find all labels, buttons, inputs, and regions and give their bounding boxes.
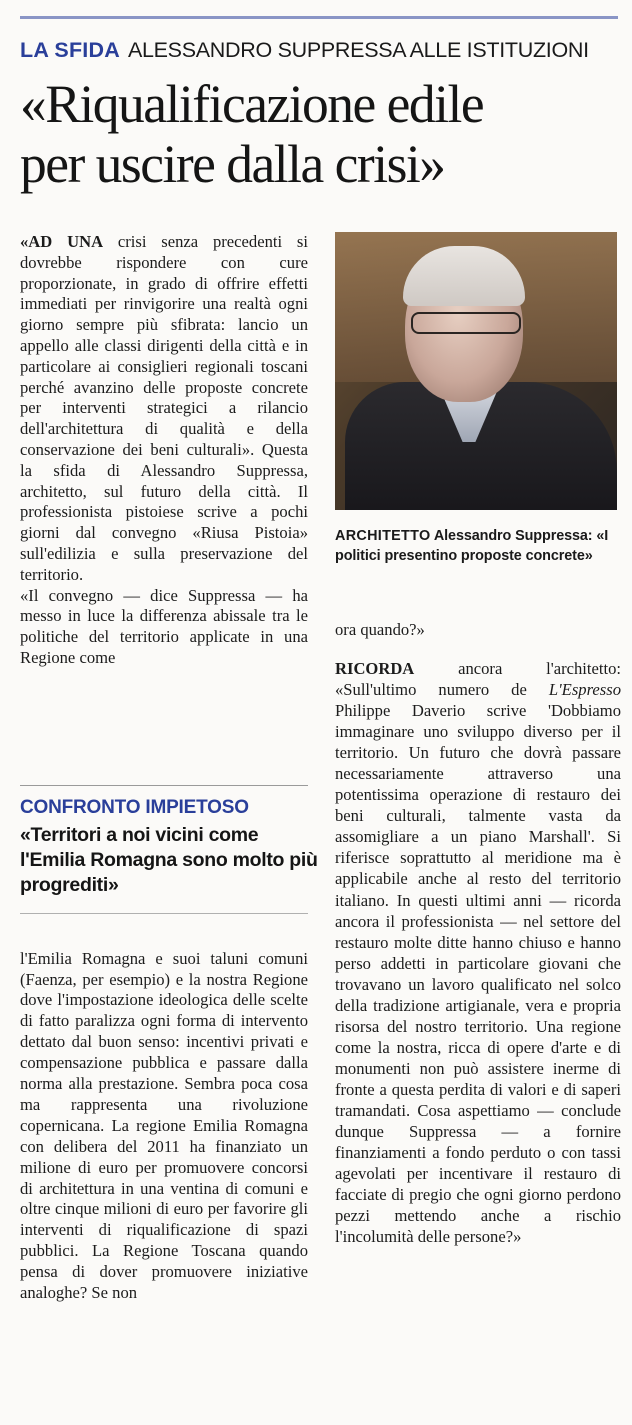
lead-word-2: RICORDA	[335, 659, 415, 678]
paragraph-4: ora quando?»	[335, 620, 425, 639]
kicker	[20, 38, 620, 63]
portrait-photo	[335, 232, 617, 510]
caption-text: Alessandro Suppressa: «I politici presentino proposte concrete»	[335, 528, 609, 564]
top-rule	[20, 16, 618, 19]
paragraph-3: l'Emilia Romagna e suoi taluni comuni (Faenza, per esempio) e la nostra Regione dove l'impostazione ideologica delle scelte di fatto paralizza ogni forma di intervento dettato dal buon senso: incentivi privati e compensazione pubblica e passare dalla norma alla prestazione. Sembra poca cosa ma rappresenta una rivoluzione copernicana. La regione Emilia Romagna con delibera del 2011 ha finanziato un milione di euro per promuovere concorsi di architettura in una ventina di comuni e oltre cinque milioni di euro per favorire gli interventi di riqualificazione di spazi pubblici. La Regione Toscana quando pensa di dover promuovere iniziative analoghe? Se non	[20, 948, 308, 1303]
paragraph-1-text: crisi senza precedenti si dovrebbe rispondere con cure proporzionate, in grado di offrire effetti immediati per rinvigorire una realtà ogni giorno sempre più sfibrata: lancio un appello alle classi dirigenti della città e in particolare ai consiglieri regionali toscani perché avanzino delle proposte concrete per interventi strategici a rilancio dell'architettura di qualità e della conservazione dei beni culturali». Questa la sfida di Alessandro Suppressa, architetto, sul futuro della città. Il professionista pistoiese scrive a pochi giorni dal convegno «Riusa Pistoia» sull'edilizia e sulla preservazione del territorio.	[20, 232, 308, 584]
section-label: LA SFIDA	[20, 38, 120, 62]
paragraph-1	[20, 232, 308, 586]
article-column-right	[335, 658, 621, 1247]
paragraph-5-text-b: Philippe Daverio scrive 'Dobbiamo immaginare uno sviluppo diverso per il territorio. Un futuro che dovrà passare necessariamente attraverso una potentissima operazione di restauro dei beni culturali, talmente vasta da assomigliare a un piano Marshall'. Si riferisce soprattutto al meridione ma è applicabile anche al resto del territorio italiano. In questi ultimi anni — ricorda ancora il professionista — nel settore del restauro molte ditte hanno chiuso e hanno perso addetti in particolare giovani che trovavano un lavoro qualificato nel solco della tradizione artigianale, vera e propria risorsa del nostro territorio. Una regione come la nostra, ricca di opere d'arte e di monumenti non può assistere inerme di fronte a questa perdita di valori e di saperi tramandati. Cosa aspettiamo — conclude dunque Suppressa — a fornire finanziamenti a fondo perduto o con tassi agevolati per incentivare il restauro di facciate di pregio che ogni giorno perdono pezzi mettendo anche a rischio l'incolumità delle persone?»	[335, 701, 621, 1247]
paragraph-5	[335, 658, 621, 1247]
headline	[20, 74, 630, 194]
headline-line-1: «Riqualificazione edile	[20, 74, 484, 134]
paragraph-5-text-a: ancora l'architetto: «Sull'ultimo numero de	[335, 659, 621, 700]
box-separator-bottom	[20, 913, 308, 914]
caption-kicker: ARCHITETTO	[335, 528, 431, 544]
headline-line-2: per uscire dalla crisi»	[20, 134, 445, 194]
article-column-left-continued	[20, 932, 308, 1321]
box-title: «Territori a noi vicini come l'Emilia Romagna sono molto più progrediti»	[20, 824, 318, 896]
box-kicker: CONFRONTO IMPIETOSO	[20, 797, 249, 818]
photo-caption	[335, 527, 625, 566]
glasses-shape	[411, 312, 521, 334]
lead-word: «AD UNA	[20, 232, 104, 251]
kicker-subject: ALESSANDRO SUPPRESSA ALLE ISTITUZIONI	[127, 38, 589, 62]
box-separator	[20, 785, 308, 786]
magazine-name: L'Espresso	[548, 680, 621, 700]
paragraph-2: «Il convegno — dice Suppressa — ha messo in luce la differenza abissale tra le politiche del territorio applicate in una Regione come	[20, 585, 308, 667]
article-column-left	[20, 232, 308, 669]
